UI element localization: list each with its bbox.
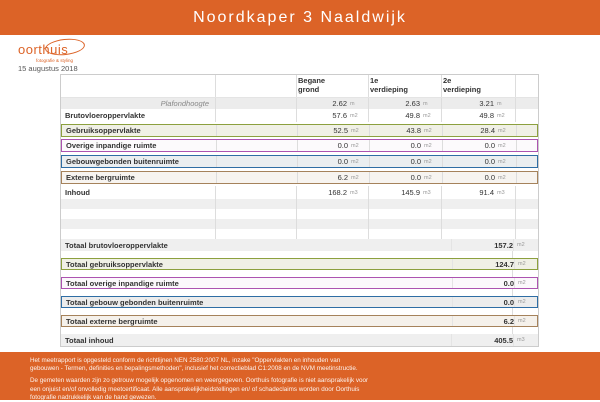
total-row-inhoud bbox=[61, 334, 538, 346]
total-label: Totaal gebouw gebonden buitenruimte bbox=[66, 297, 204, 307]
cell-unit: m2 bbox=[421, 172, 443, 183]
cell-value: 0.0 bbox=[337, 141, 348, 150]
column-header-2e-verdieping: 2e verdieping bbox=[442, 75, 516, 97]
disclaimer-band bbox=[0, 352, 600, 400]
report-date: 15 augustus 2018 bbox=[18, 64, 78, 73]
cell-value: 0.0 bbox=[410, 173, 421, 182]
total-value: 405.5 bbox=[451, 334, 513, 346]
total-unit: m2 bbox=[514, 316, 537, 326]
cell-unit: m2 bbox=[495, 140, 517, 151]
cell-unit: m2 bbox=[494, 109, 516, 122]
cell-value: 49.8 bbox=[479, 111, 494, 120]
row-gap bbox=[61, 289, 538, 296]
cell-unit: m3 bbox=[494, 186, 516, 199]
end-cell bbox=[516, 109, 538, 122]
cell-value: 0.0 bbox=[484, 157, 495, 166]
cell-value: 28.4 bbox=[480, 126, 495, 135]
empty-row bbox=[61, 199, 538, 209]
row-label: Overige inpandige ruimte bbox=[62, 140, 217, 151]
row-gap bbox=[61, 327, 538, 334]
cell-unit: m2 bbox=[495, 125, 517, 136]
column-header-1e-verdieping: 1e verdieping bbox=[369, 75, 442, 97]
cell-unit: m2 bbox=[347, 109, 369, 122]
cell-value: 0.0 bbox=[337, 157, 348, 166]
cell-unit: m3 bbox=[420, 186, 442, 199]
table-row-externe-bergruimte bbox=[61, 171, 538, 184]
cell-value: 2.63 bbox=[405, 99, 420, 108]
spacer-cell bbox=[217, 140, 298, 151]
table-row-overige-inpandige-ruimte bbox=[61, 139, 538, 152]
row-label: Plafondhoogte bbox=[61, 98, 216, 109]
cell-unit: m2 bbox=[495, 172, 517, 183]
total-unit: m2 bbox=[514, 297, 537, 307]
end-cell bbox=[517, 172, 537, 183]
cell-unit: m2 bbox=[348, 140, 370, 151]
logo-wordmark: oorthuis bbox=[18, 42, 69, 57]
total-row-gebouw-gebonden-buitenruimte bbox=[61, 296, 538, 308]
total-label: Totaal gebruiksoppervlakte bbox=[66, 259, 163, 269]
cell-value: 0.0 bbox=[484, 141, 495, 150]
cell-unit: m3 bbox=[347, 186, 369, 199]
page-title: Noordkaper 3 Naaldwijk bbox=[193, 8, 407, 26]
total-label: Totaal overige inpandige ruimte bbox=[66, 278, 179, 288]
cell-unit: m bbox=[420, 98, 442, 109]
cell-unit: m2 bbox=[421, 125, 443, 136]
column-header-begane-grond: Begane grond bbox=[297, 75, 369, 97]
end-cell bbox=[517, 140, 537, 151]
empty-row bbox=[61, 229, 538, 239]
cell-value: 0.0 bbox=[484, 173, 495, 182]
row-label: Externe bergruimte bbox=[62, 172, 217, 183]
cell-unit: m2 bbox=[421, 140, 443, 151]
row-gap bbox=[61, 308, 538, 315]
total-value: 0.0 bbox=[452, 278, 514, 288]
total-row-brutovloeroppervlakte bbox=[61, 239, 538, 251]
row-gap bbox=[61, 251, 538, 258]
cell-value: 91.4 bbox=[479, 188, 494, 197]
total-row-gebruiksoppervlakte bbox=[61, 258, 538, 270]
cell-value: 52.5 bbox=[333, 126, 348, 135]
cell-unit: m2 bbox=[495, 156, 517, 167]
cell-unit: m2 bbox=[348, 125, 370, 136]
measurement-table bbox=[60, 74, 539, 347]
row-label: Brutovloeroppervlakte bbox=[61, 109, 216, 122]
row-label: Inhoud bbox=[61, 186, 216, 199]
table-header-row bbox=[61, 75, 538, 98]
cell-value: 145.9 bbox=[401, 188, 420, 197]
cell-value: 0.0 bbox=[410, 157, 421, 166]
cell-value: 57.6 bbox=[332, 111, 347, 120]
empty-row bbox=[61, 209, 538, 219]
total-unit: m2 bbox=[514, 259, 537, 269]
cell-value: 6.2 bbox=[337, 173, 348, 182]
end-cell bbox=[516, 186, 538, 199]
total-unit: m2 bbox=[514, 278, 537, 288]
end-cell bbox=[517, 156, 537, 167]
cell-unit: m2 bbox=[420, 109, 442, 122]
spacer-cell bbox=[216, 109, 297, 122]
spacer-cell bbox=[217, 156, 298, 167]
cell-value: 49.8 bbox=[405, 111, 420, 120]
total-label: Totaal externe bergruimte bbox=[66, 316, 158, 326]
table-row-brutovloeroppervlakte bbox=[61, 109, 538, 122]
table-row-plafondhoogte bbox=[61, 98, 538, 109]
spacer-cell bbox=[217, 172, 298, 183]
cell-unit: m bbox=[494, 98, 516, 109]
header-spacer-cell bbox=[216, 75, 297, 97]
cell-value: 43.8 bbox=[406, 126, 421, 135]
table-row-gebruiksoppervlakte bbox=[61, 124, 538, 137]
spacer-cell bbox=[217, 125, 298, 136]
cell-value: 3.21 bbox=[479, 99, 494, 108]
row-gap bbox=[61, 270, 538, 277]
disclaimer-paragraph-liability: De gemeten waarden zijn zo getrouw mogelijk opgenomen en weergegeven. Oorthuis fotografie is niet aansprakelijk voor een onjuist en/of onvolledig meetcertificaat. Alle aansprakelijkheidstellingen en/ of schadeclaims worden door Oorthuis fotografie nadrukkelijk van de hand gewezen. bbox=[30, 377, 369, 401]
cell-value: 2.62 bbox=[332, 99, 347, 108]
total-row-externe-bergruimte bbox=[61, 315, 538, 327]
total-value: 157.2 bbox=[451, 239, 513, 251]
logo-tagline: fotografie & styling bbox=[36, 58, 74, 63]
table-row-gebouwgebonden-buitenruimte bbox=[61, 155, 538, 168]
cell-unit: m2 bbox=[348, 156, 370, 167]
spacer-cell bbox=[216, 98, 297, 109]
logo-swoosh-icon bbox=[44, 37, 85, 57]
company-logo bbox=[18, 41, 128, 64]
header-empty-cell bbox=[61, 75, 216, 97]
row-label: Gebruiksoppervlakte bbox=[62, 125, 217, 136]
empty-row bbox=[61, 219, 538, 229]
total-unit: m3 bbox=[513, 334, 538, 346]
table-row-inhoud bbox=[61, 186, 538, 199]
total-value: 6.2 bbox=[452, 316, 514, 326]
total-label: Totaal inhoud bbox=[65, 335, 114, 345]
end-cell bbox=[517, 125, 537, 136]
spacer-cell bbox=[216, 186, 297, 199]
cell-unit: m2 bbox=[421, 156, 443, 167]
total-label: Totaal brutovloeroppervlakte bbox=[65, 240, 168, 250]
total-row-overige-inpandige-ruimte bbox=[61, 277, 538, 289]
cell-unit: m bbox=[347, 98, 369, 109]
cell-unit: m2 bbox=[348, 172, 370, 183]
end-cell bbox=[516, 98, 538, 109]
cell-value: 168.2 bbox=[328, 188, 347, 197]
total-unit: m2 bbox=[513, 239, 538, 251]
disclaimer-text-block bbox=[0, 352, 600, 402]
cell-value: 0.0 bbox=[410, 141, 421, 150]
total-value: 124.7 bbox=[452, 259, 514, 269]
total-value: 0.0 bbox=[452, 297, 514, 307]
disclaimer-paragraph-nen: Het meetrapport is opgesteld conform de richtlijnen NEN 2580:2007 NL, inzake "Oppervlakten en inhouden van gebouwen - Termen, definities en bepalingsmethoden", inclusief het correctieblad C1:2008 en de NVM meetinstructie. bbox=[30, 357, 358, 373]
row-label: Gebouwgebonden buitenruimte bbox=[62, 156, 217, 167]
title-band bbox=[0, 0, 600, 35]
